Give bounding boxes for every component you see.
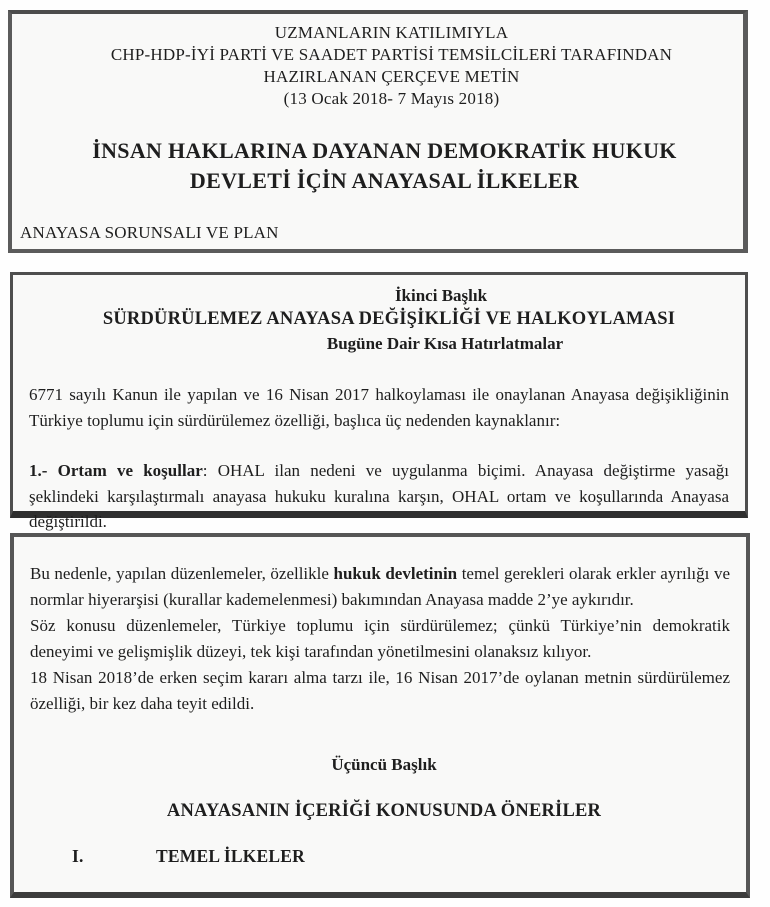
second-section-heading: SÜRDÜRÜLEMEZ ANAYASA DEĞİŞİKLİĞİ VE HALKOYLAMASI bbox=[102, 309, 676, 329]
outline-item-number: I. bbox=[72, 846, 84, 866]
plan-caption: ANAYASA SORUNSALI VE PLAN bbox=[20, 223, 279, 242]
header-line-participation: UZMANLARIN KATILIMIYLA bbox=[274, 23, 509, 42]
paragraph-text-post: temel gerekleri olarak erkler ayrılığı ve normlar hiyerarşisi (kurallar kademelenmesi) bakımından Anayasa madde 2’ye aykırıdır. bbox=[30, 564, 730, 609]
second-section-subheading: Bugüne Dair Kısa Hatırlatmalar bbox=[326, 334, 564, 353]
third-section-paragraph-3: 18 Nisan 2018’de erken seçim kararı alma tarzı ile, 16 Nisan 2017’de oylanan metnin sürdürülemez özelliği, bir kez daha teyit edildi. bbox=[30, 668, 730, 713]
outline-item-temel-ilkeler bbox=[30, 846, 730, 867]
document-title: İNSAN HAKLARINA DAYANAN DEMOKRATİK HUKUK DEVLETİ İÇİN ANAYASAL İLKELER bbox=[92, 138, 677, 193]
header-lines bbox=[26, 22, 757, 110]
item-label: 1.- Ortam ve koşullar bbox=[29, 461, 203, 480]
third-section-heading: ANAYASANIN İÇERİĞİ KONUSUNDA ÖNERİLER bbox=[166, 801, 602, 821]
second-section bbox=[10, 272, 748, 531]
outline-item-label: TEMEL İLKELER bbox=[156, 846, 305, 866]
header-line-parties: CHP-HDP-İYİ PARTİ VE SAADET PARTİSİ TEMSİLCİLERİ TARAFINDAN bbox=[110, 45, 673, 64]
third-section bbox=[10, 533, 750, 898]
third-section-paragraph-1 bbox=[30, 561, 730, 613]
paragraph-text-pre: Bu nedenle, yapılan düzenlemeler, özellikle bbox=[30, 564, 334, 583]
paragraph-bold-phrase: hukuk devletinin bbox=[333, 564, 458, 583]
third-section-paragraph-2: Söz konusu düzenlemeler, Türkiye toplumu için sürdürülemez; çünkü Türkiye’nin demokratik deneyimi ve gelişmişlik düzeyi, tek kişi tarafından yönetilmesini olanaksız kılıyor. bbox=[30, 616, 730, 661]
title-block-section bbox=[8, 10, 748, 253]
second-section-item bbox=[29, 458, 729, 535]
header-line-dates: (13 Ocak 2018- 7 Mayıs 2018) bbox=[283, 89, 500, 108]
third-section-kicker: Üçüncü Başlık bbox=[331, 755, 437, 774]
item-text: OHAL ilan nedeni ve uygulanma biçimi. Anayasa değiştirme yasağı şeklindeki karşılaştırmalı anayasa hukuku kuralına karşın, OHAL ortam ve koşullarında Anayasa değiştirildi. bbox=[29, 461, 729, 531]
second-section-paragraph: 6771 sayılı Kanun ile yapılan ve 16 Nisan 2017 halkoylaması ile onaylanan Anayasa değişikliğinin Türkiye toplumu için sürdürülemez özelliği, başlıca üç nedenden kaynaklanır: bbox=[29, 385, 729, 430]
item-colon: : bbox=[202, 461, 208, 480]
header-line-framework: HAZIRLANAN ÇERÇEVE METİN bbox=[263, 67, 520, 86]
second-section-kicker: İkinci Başlık bbox=[394, 286, 488, 305]
